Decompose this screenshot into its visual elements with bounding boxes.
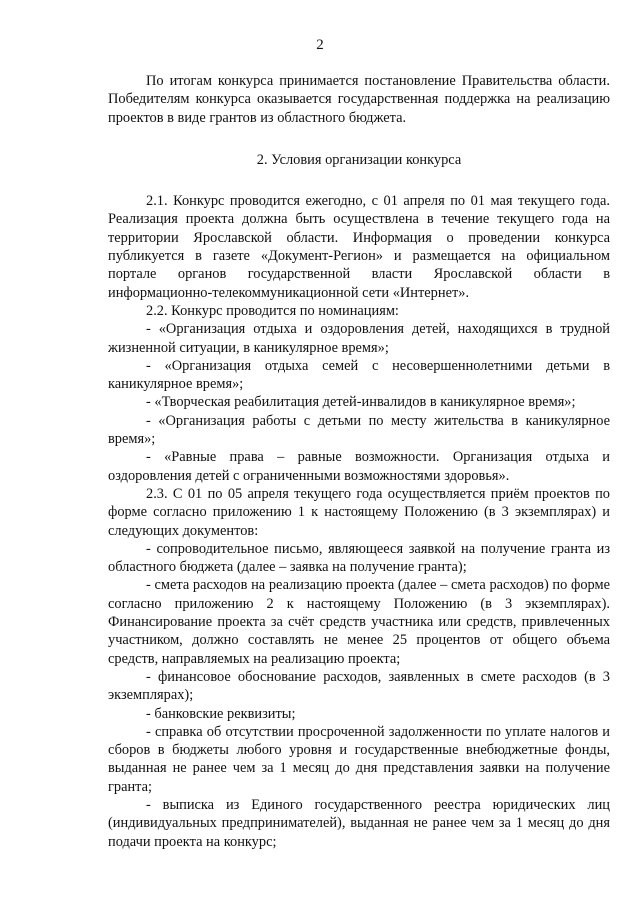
document-body	[108, 72, 610, 851]
nomination-item: - «Организация работы с детьми по месту жительства в каникулярное время»;	[108, 412, 610, 448]
nomination-item: - «Творческая реабилитация детей-инвалидов в каникулярное время»;	[146, 394, 576, 411]
paragraph-2-2: 2.2. Конкурс проводится по номинациям:	[146, 302, 399, 319]
nomination-item: - «Равные права – равные возможности. Организация отдыха и оздоровления детей с ограниченными возможностями здоровья».	[108, 449, 610, 484]
document-list-item: - смета расходов на реализацию проекта (далее – смета расходов) по форме согласно приложению 2 к настоящему Положению (в 3 экземплярах). Финансирование проекта за счёт средств участника или средств, привлеченных участником, должно составлять не менее 25 процентов от общего объема средств, направляемых на реализацию проекта;	[108, 577, 610, 667]
document-list-item: - сопроводительное письмо, являющееся заявкой на получение гранта из областного бюджета (далее – заявка на получение гранта);	[108, 540, 610, 576]
nomination-item: - «Организация отдыха семей с несовершеннолетними детьми в каникулярное время»;	[108, 357, 610, 393]
document-list-item: - банковские реквизиты;	[146, 705, 296, 722]
paragraph-2-1: 2.1. Конкурс проводится ежегодно, с 01 апреля по 01 мая текущего года. Реализация проекта должна быть осуществлена в течение текущего года на территории Ярославской области. Информация о проведении конкурса публикуется в газете «Документ-Регион» и размещается на официальном портале органов государственной власти Ярославской области в информационно-телекоммуникационной сети «Интернет».	[108, 193, 610, 301]
page-number: 2	[316, 37, 324, 53]
document-list-item: - выписка из Единого государственного реестра юридических лиц (индивидуальных предпринимателей), выданная не ранее чем за 1 месяц до дня подачи проекта на конкурс;	[108, 796, 610, 850]
document-list-item: - справка об отсутствии просроченной задолженности по уплате налогов и сборов в бюджеты любого уровня и государственные внебюджетные фонды, выданная не ранее чем за 1 месяц до дня представления заявки на получение гранта;	[108, 723, 610, 795]
paragraph-2-3: 2.3. С 01 по 05 апреля текущего года осуществляется приём проектов по форме согласно приложению 1 к настоящему Положению (в 3 экземплярах) и следующих документов:	[108, 485, 610, 539]
document-list-item: - финансовое обоснование расходов, заявленных в смете расходов (в 3 экземплярах);	[108, 668, 610, 704]
intro-paragraph: По итогам конкурса принимается постановление Правительства области. Победителям конкурса оказывается государственная поддержка на реализацию проектов в виде грантов из областного бюджета.	[108, 73, 610, 126]
nomination-item: - «Организация отдыха и оздоровления детей, находящихся в трудной жизненной ситуации, в каникулярное время»;	[108, 321, 610, 356]
section-heading: 2. Условия организации конкурса	[256, 151, 462, 168]
